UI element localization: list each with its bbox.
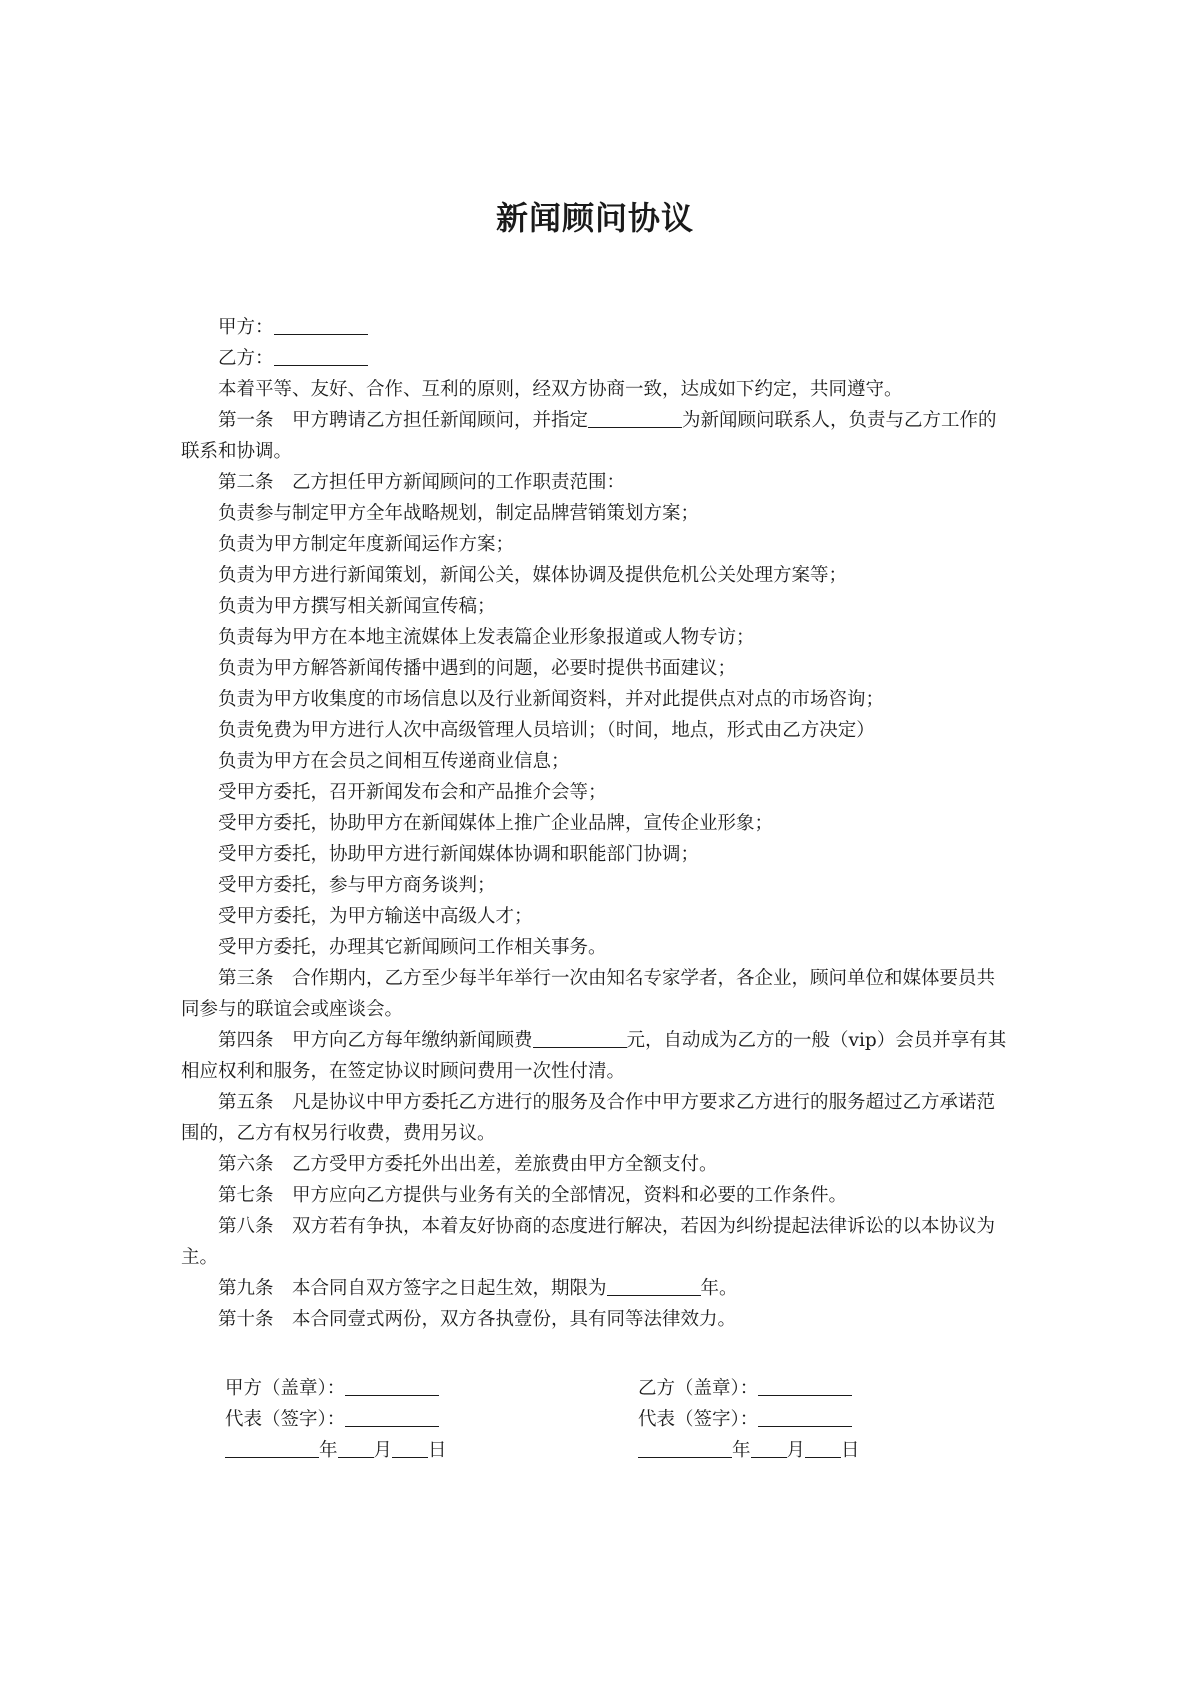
party-b-seal-label: 乙方（盖章）： <box>638 1378 759 1399</box>
party-a-label: 甲方： <box>218 317 274 338</box>
party-b-month-blank[interactable] <box>751 1437 787 1458</box>
duty-item: 负责免费为甲方进行人次中高级管理人员培训；（时间，地点，形式由乙方决定） <box>218 720 875 741</box>
party-a-line <box>181 312 1013 343</box>
article-7: 第七条 甲方应向乙方提供与业务有关的全部情况，资料和必要的工作条件。 <box>218 1185 848 1206</box>
intro-paragraph: 本着平等、友好、合作、互利的原则，经双方协商一致，达成如下约定，共同遵守。 <box>218 379 903 400</box>
article-1-text-a: 第一条 甲方聘请乙方担任新闻顾问，并指定 <box>218 410 589 431</box>
party-b-day-blank[interactable] <box>805 1437 841 1458</box>
duty-item: 受甲方委托，办理其它新闻顾问工作相关事务。 <box>218 937 607 958</box>
party-b-seal-line <box>638 1373 860 1404</box>
article-2: 第二条 乙方担任甲方新闻顾问的工作职责范围： <box>218 472 626 493</box>
duty-item: 负责为甲方在会员之间相互传递商业信息； <box>218 751 570 772</box>
month-label: 月 <box>373 1440 393 1461</box>
duty-item: 负责为甲方撰写相关新闻宣传稿； <box>218 596 496 617</box>
party-a-day-blank[interactable] <box>392 1437 428 1458</box>
party-a-rep-label: 代表（签字）： <box>225 1409 346 1430</box>
article-8: 第八条 双方若有争执，本着友好协商的态度进行解决，若因为纠纷提起法律诉讼的以本协议为主。 <box>181 1216 996 1268</box>
duty-item: 负责为甲方制定年度新闻运作方案； <box>218 534 515 555</box>
article-4-text-b: 元，自动成为乙方的一般（vip）会员并享有其相应权利和服务，在签定协议时顾问费用一次性付清。 <box>181 1030 1007 1082</box>
duty-item: 负责为甲方解答新闻传播中遇到的问题，必要时提供书面建议； <box>218 658 737 679</box>
party-a-seal-blank[interactable] <box>345 1375 439 1396</box>
party-a-blank[interactable] <box>274 314 368 335</box>
day-label: 日 <box>428 1440 447 1461</box>
article-6: 第六条 乙方受甲方委托外出出差，差旅费由甲方全额支付。 <box>218 1154 718 1175</box>
article-9-text-b: 年。 <box>700 1278 738 1299</box>
article-4-text-a: 第四条 甲方向乙方每年缴纳新闻顾费 <box>218 1030 533 1051</box>
document-title: 新闻顾问协议 <box>495 199 694 237</box>
duty-item: 负责每为甲方在本地主流媒体上发表篇企业形象报道或人物专访； <box>218 627 755 648</box>
contact-person-blank[interactable] <box>588 407 682 428</box>
day-label: 日 <box>841 1440 860 1461</box>
article-4 <box>181 1025 1013 1087</box>
party-a-signature-block <box>225 1373 447 1466</box>
duty-item: 受甲方委托，召开新闻发布会和产品推介会等； <box>218 782 607 803</box>
article-10: 第十条 本合同壹式两份，双方各执壹份，具有同等法律效力。 <box>218 1309 737 1330</box>
party-a-seal-line <box>225 1373 447 1404</box>
duty-item: 负责为甲方进行新闻策划，新闻公关，媒体协调及提供危机公关处理方案等； <box>218 565 848 586</box>
party-a-seal-label: 甲方（盖章）： <box>225 1378 346 1399</box>
party-b-line <box>181 343 1013 374</box>
duty-item: 受甲方委托，参与甲方商务谈判； <box>218 875 496 896</box>
article-9 <box>181 1273 1013 1304</box>
party-a-year-blank[interactable] <box>225 1437 319 1458</box>
article-1 <box>181 405 1013 467</box>
year-label: 年 <box>319 1440 338 1461</box>
year-label: 年 <box>732 1440 751 1461</box>
duty-item: 负责参与制定甲方全年战略规划，制定品牌营销策划方案； <box>218 503 700 524</box>
document-body <box>181 312 1013 1335</box>
party-b-signature-block <box>638 1373 860 1466</box>
month-label: 月 <box>786 1440 806 1461</box>
party-b-rep-blank[interactable] <box>758 1406 852 1427</box>
duty-item: 负责为甲方收集度的市场信息以及行业新闻资料，并对此提供点对点的市场咨询； <box>218 689 885 710</box>
duty-item: 受甲方委托，协助甲方进行新闻媒体协调和职能部门协调； <box>218 844 700 865</box>
article-1-text-b: 为新闻顾问联系人，负责与乙方工作的联系和协调。 <box>181 410 997 462</box>
party-b-date-line <box>638 1435 860 1466</box>
article-3: 第三条 合作期内，乙方至少每半年举行一次由知名专家学者，各企业，顾问单位和媒体要员共同参与的联谊会或座谈会。 <box>181 968 996 1020</box>
party-b-label: 乙方： <box>218 348 274 369</box>
party-a-date-line <box>225 1435 447 1466</box>
fee-blank[interactable] <box>533 1027 627 1048</box>
party-a-month-blank[interactable] <box>338 1437 374 1458</box>
article-5: 第五条 凡是协议中甲方委托乙方进行的服务及合作中甲方要求乙方进行的服务超过乙方承诺范围的，乙方有权另行收费，费用另议。 <box>181 1092 996 1144</box>
party-a-rep-line <box>225 1404 447 1435</box>
term-years-blank[interactable] <box>607 1275 701 1296</box>
party-b-rep-line <box>638 1404 860 1435</box>
party-b-seal-blank[interactable] <box>758 1375 852 1396</box>
duty-item: 受甲方委托，为甲方输送中高级人才； <box>218 906 533 927</box>
article-9-text-a: 第九条 本合同自双方签字之日起生效，期限为 <box>218 1278 607 1299</box>
party-b-blank[interactable] <box>274 345 368 366</box>
party-a-rep-blank[interactable] <box>345 1406 439 1427</box>
party-b-year-blank[interactable] <box>638 1437 732 1458</box>
duty-item: 受甲方委托，协助甲方在新闻媒体上推广企业品牌，宣传企业形象； <box>218 813 774 834</box>
party-b-rep-label: 代表（签字）： <box>638 1409 759 1430</box>
